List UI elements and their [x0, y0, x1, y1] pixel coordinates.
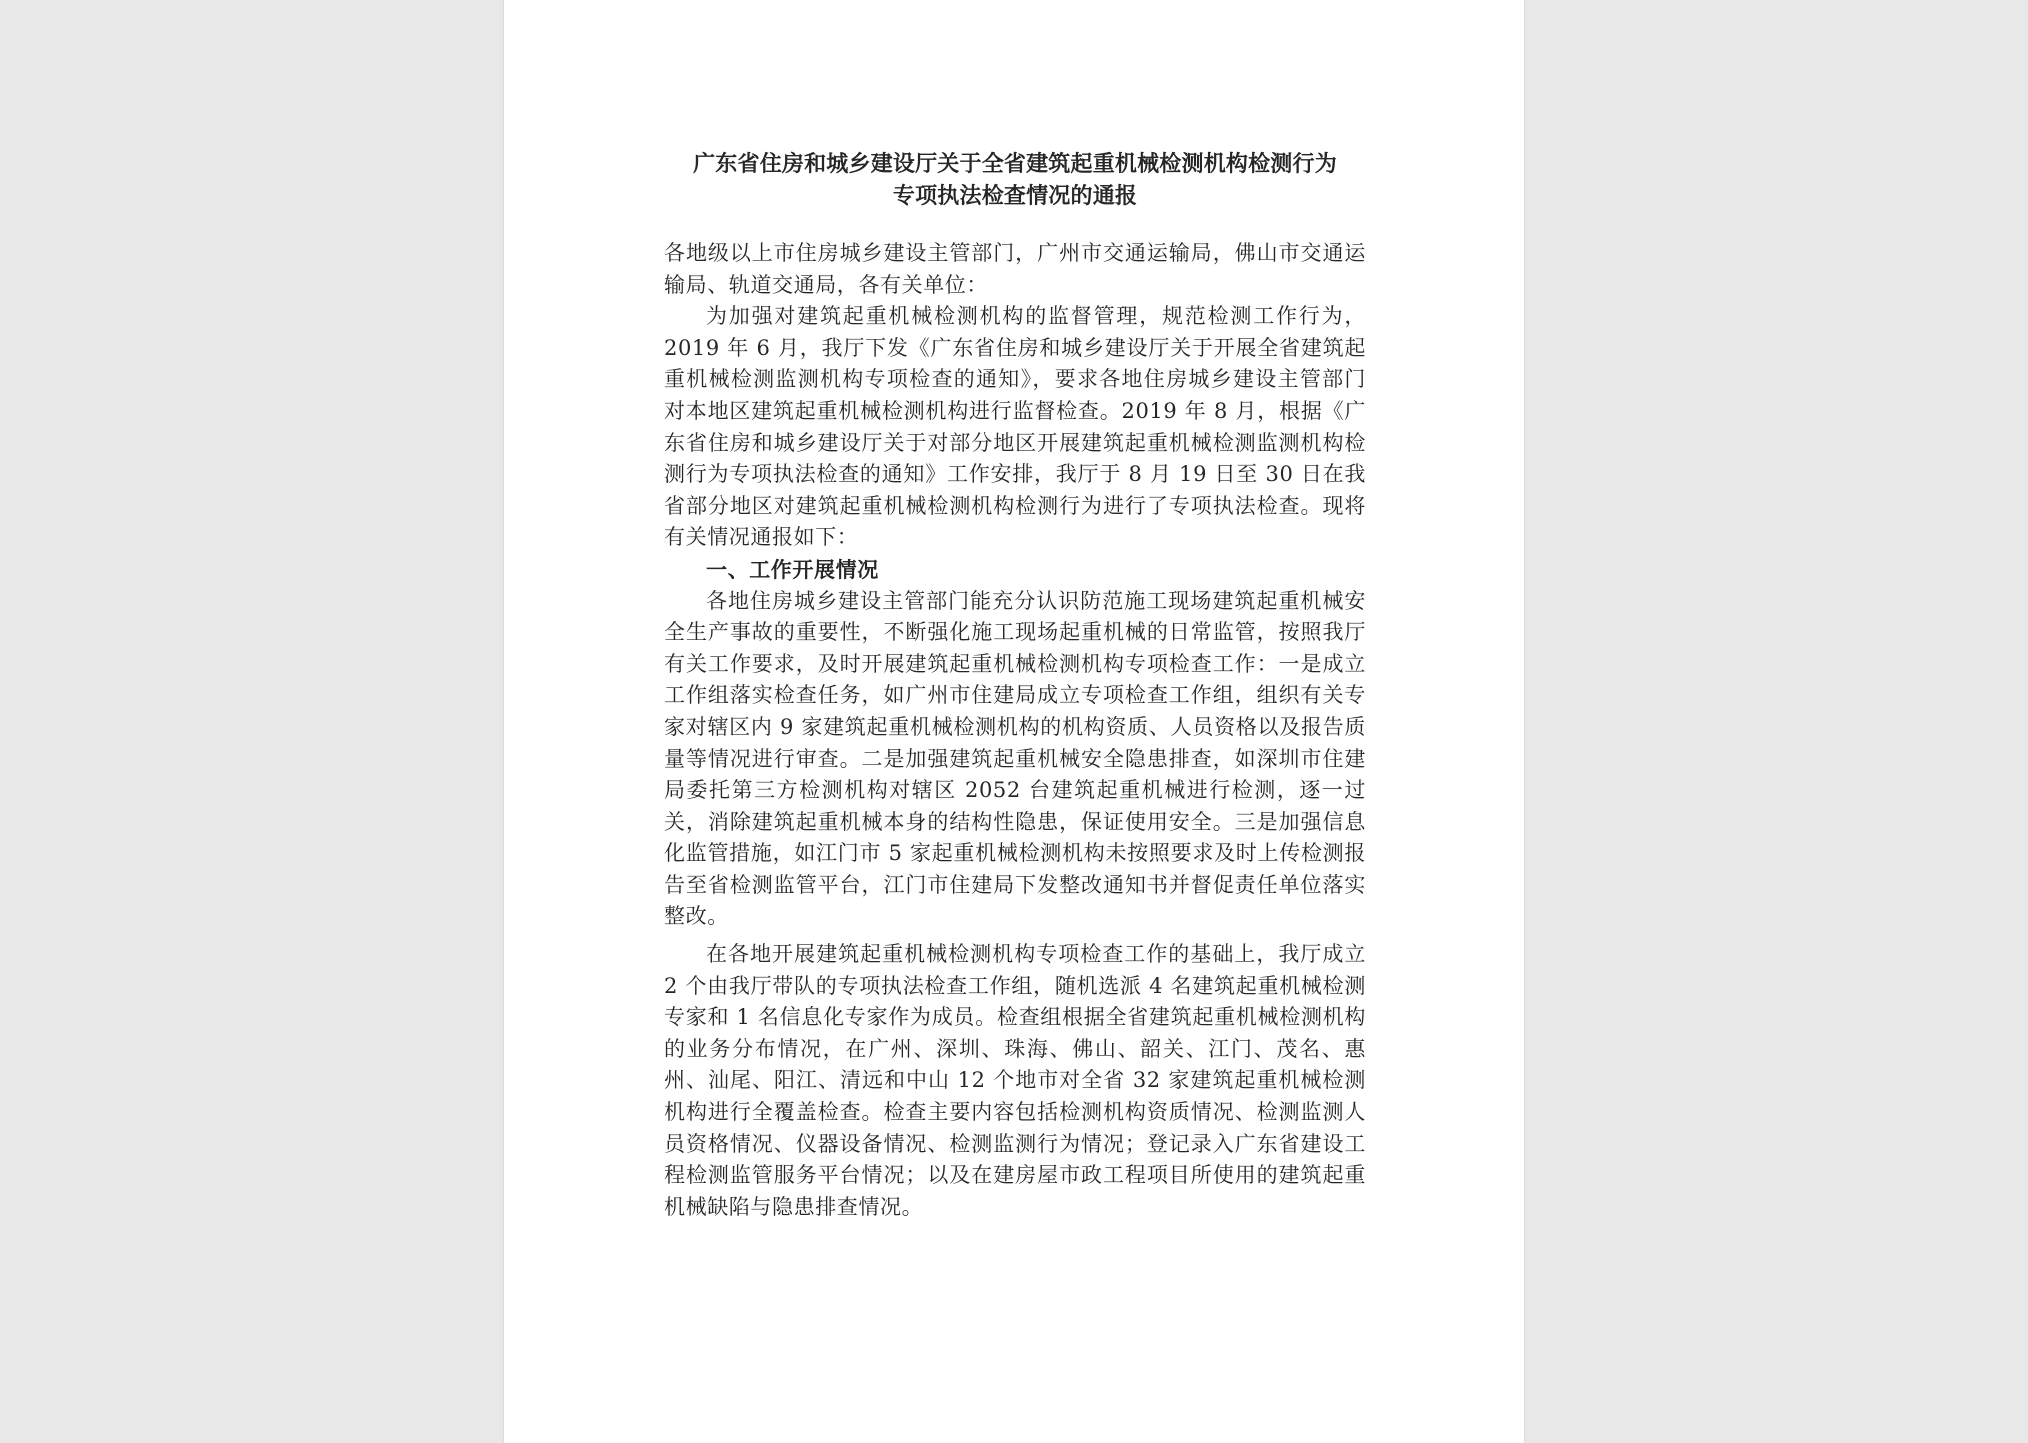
salutation: 各地级以上市住房城乡建设主管部门，广州市交通运输局，佛山市交通运输局、轨道交通局，各有关单位： — [664, 241, 1366, 297]
title-line-1: 广东省住房和城乡建设厅关于全省建筑起重机械检测机构检测行为 — [693, 151, 1337, 177]
paragraph-2: 各地住房城乡建设主管部门能充分认识防范施工现场建筑起重机械安全生产事故的重要性，不断强化施工现场起重机械的日常监管，按照我厅有关工作要求，及时开展建筑起重机械检测机构专项检查工作：一是成立工作组落实检查任务，如广州市住建局成立专项检查工作组，组织有关专家对辖区内 9 家建筑起重机械检测机构的机构资质、人员资格以及报告质量等情况进行审查。二是加强建筑起重机械安全隐患排查，如深圳市住建局委托第三方检测机构对辖区 2052 台建筑起重机械进行检测，逐一过关，消除建筑起重机械本身的结构性隐患，保证使用安全。三是加强信息化监管措施，如江门市 5 家起重机械检测机构未按照要求及时上传检测报告至省检测监管平台，江门市住建局下发整改通知书并督促责任单位落实整改。 — [664, 588, 1366, 929]
paragraph-3: 在各地开展建筑起重机械检测机构专项检查工作的基础上，我厅成立 2 个由我厅带队的专项执法检查工作组，随机选派 4 名建筑起重机械检测专家和 1 名信息化专家作为成员。检查组根据全省建筑起重机械检测机构的业务分布情况，在广州、深圳、珠海、佛山、韶关、江门、茂名、惠州、汕尾、阳江、清远和中山 12 个地市对全省 32 家建筑起重机械检测机构进行全覆盖检查。检查主要内容包括检测机构资质情况、检测监测人员资格情况、仪器设备情况、检测监测行为情况；登记录入广东省建设工程检测监管服务平台情况；以及在建房屋市政工程项目所使用的建筑起重机械缺陷与隐患排查情况。 — [664, 942, 1366, 1219]
title-line-2: 专项执法检查情况的通报 — [892, 183, 1138, 209]
section-heading-1: 一、工作开展情况 — [706, 556, 879, 582]
document-page — [504, 0, 1524, 1443]
document-title — [664, 148, 1366, 212]
document-body — [664, 148, 1366, 1223]
paragraph-1: 为加强对建筑起重机械检测机构的监督管理，规范检测工作行为，2019 年 6 月，我厅下发《广东省住房和城乡建设厅关于开展全省建筑起重机械检测监测机构专项检查的通知》，要求各地住房城乡建设主管部门对本地区建筑起重机械检测机构进行监督检查。2019 年 8 月，根据《广东省住房和城乡建设厅关于对部分地区开展建筑起重机械检测监测机构检测行为专项执法检查的通知》工作安排，我厅于 8 月 19 日至 30 日在我省部分地区对建筑起重机械检测机构检测行为进行了专项执法检查。现将有关情况通报如下： — [664, 304, 1366, 550]
